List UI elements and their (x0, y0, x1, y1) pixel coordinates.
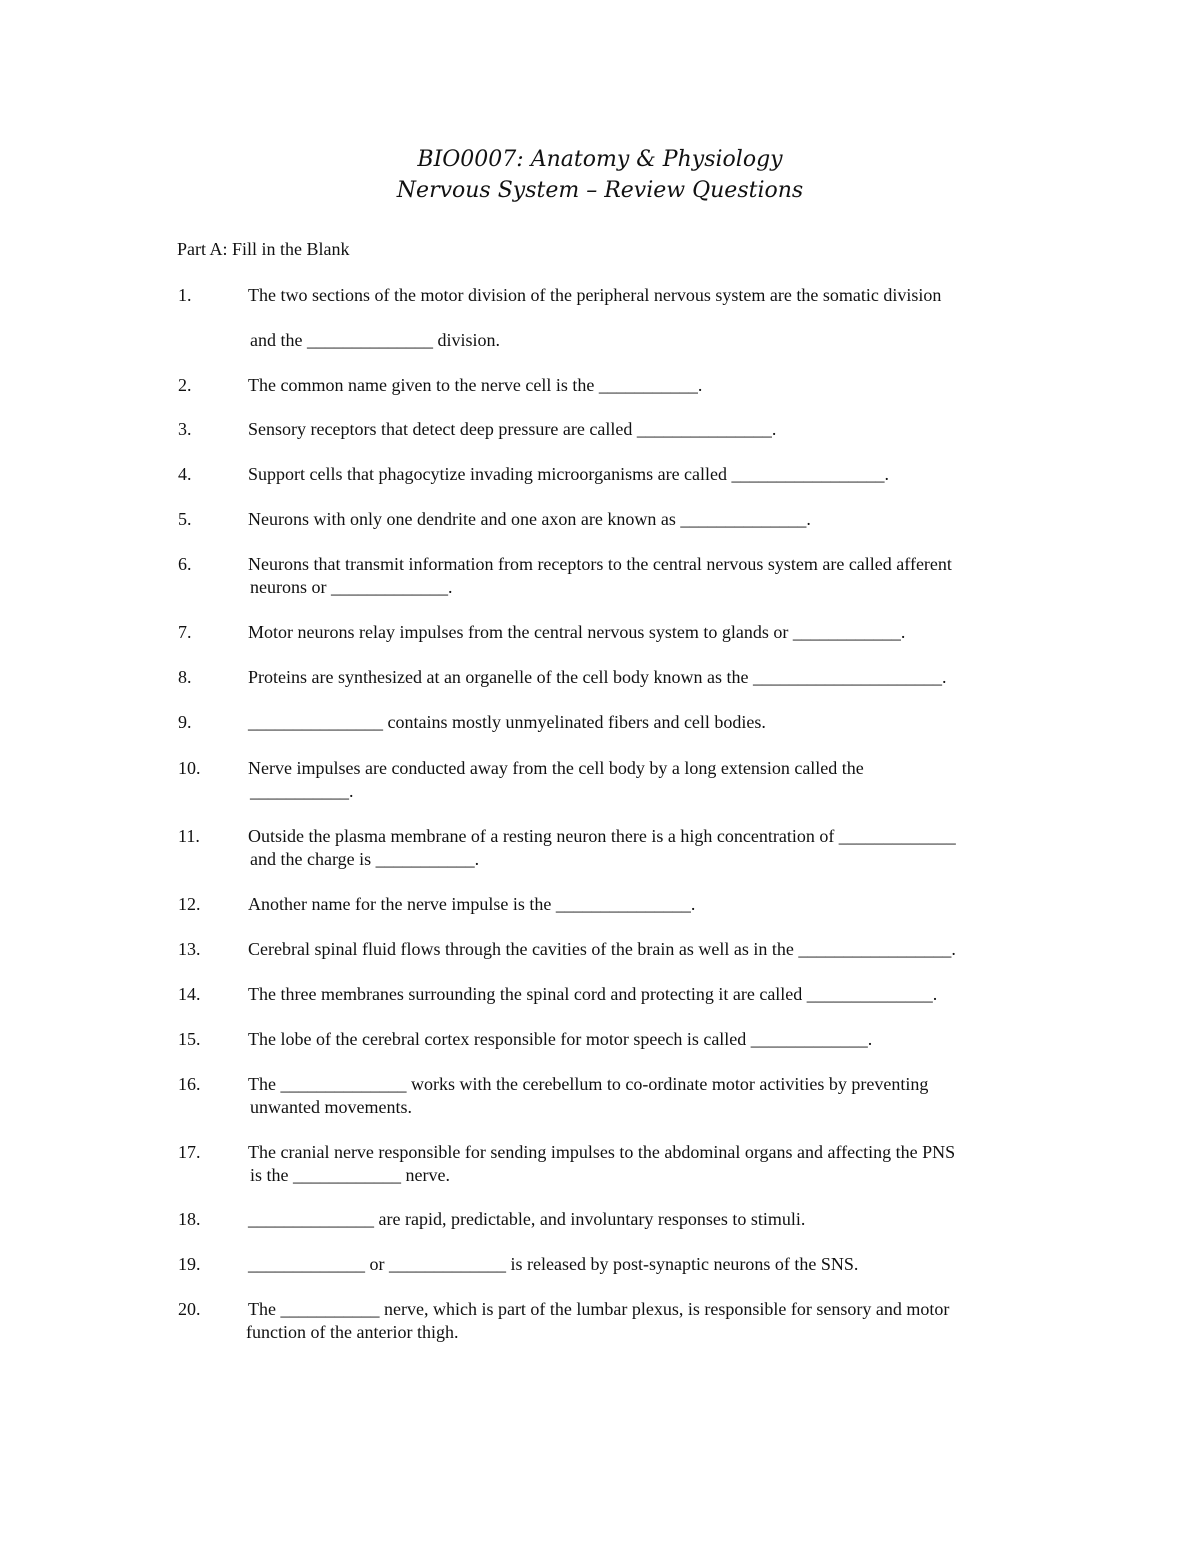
worksheet-title: Nervous System – Review Questions (396, 178, 804, 203)
question-text: The ______________ works with the cerebellum to co-ordinate motor activities by preventing (248, 1074, 929, 1094)
question-text: _______________ contains mostly unmyelinated fibers and cell bodies. (248, 712, 766, 732)
question-text: The lobe of the cerebral cortex responsible for motor speech is called _____________. (248, 1029, 873, 1049)
question-number: 11. (178, 826, 200, 846)
question-number: 4. (178, 464, 192, 484)
question-text: Nerve impulses are conducted away from the cell body by a long extension called the (248, 758, 864, 778)
question-text: _____________ or _____________ is released by post-synaptic neurons of the SNS. (248, 1254, 859, 1274)
question-text-continued: function of the anterior thigh. (246, 1322, 459, 1342)
question-number: 9. (178, 712, 192, 732)
question-number: 13. (178, 939, 201, 959)
question-number: 8. (178, 667, 192, 687)
question-text-continued: and the charge is ___________. (250, 849, 480, 869)
question-text-continued: unwanted movements. (250, 1097, 412, 1117)
question-text-continued: is the ____________ nerve. (250, 1165, 450, 1185)
question-text: The ___________ nerve, which is part of the lumbar plexus, is responsible for sensory and motor (248, 1299, 950, 1319)
question-number: 7. (178, 622, 192, 642)
question-text: Another name for the nerve impulse is the _______________. (248, 894, 696, 914)
question-number: 15. (178, 1029, 201, 1049)
question-text: Neurons with only one dendrite and one axon are known as ______________. (248, 509, 811, 529)
course-title: BIO0007: Anatomy & Physiology (417, 147, 783, 172)
question-number: 17. (178, 1142, 201, 1162)
question-text: The common name given to the nerve cell is the ___________. (248, 375, 703, 395)
question-text: Outside the plasma membrane of a resting neuron there is a high concentration of _____________ (248, 826, 956, 846)
question-number: 6. (178, 554, 192, 574)
question-text: The two sections of the motor division of the peripheral nervous system are the somatic division (248, 285, 942, 305)
question-text: Neurons that transmit information from receptors to the central nervous system are called afferent (248, 554, 952, 574)
question-text: The three membranes surrounding the spinal cord and protecting it are called ______________. (248, 984, 938, 1004)
question-number: 20. (178, 1299, 201, 1319)
question-number: 5. (178, 509, 192, 529)
question-number: 1. (178, 285, 192, 305)
question-text: ______________ are rapid, predictable, and involuntary responses to stimuli. (248, 1209, 806, 1229)
question-number: 16. (178, 1074, 201, 1094)
question-text: Sensory receptors that detect deep pressure are called _______________. (248, 419, 777, 439)
question-number: 14. (178, 984, 201, 1004)
question-number: 3. (178, 419, 192, 439)
question-number: 12. (178, 894, 201, 914)
question-text: Motor neurons relay impulses from the central nervous system to glands or ____________. (248, 622, 906, 642)
question-text: Support cells that phagocytize invading microorganisms are called _________________. (248, 464, 890, 484)
question-number: 18. (178, 1209, 201, 1229)
question-text: Proteins are synthesized at an organelle of the cell body known as the _____________________. (248, 667, 947, 687)
question-text: The cranial nerve responsible for sending impulses to the abdominal organs and affecting the PNS (248, 1142, 956, 1162)
question-text: Cerebral spinal fluid flows through the cavities of the brain as well as in the _________________. (248, 939, 956, 959)
section-heading: Part A: Fill in the Blank (177, 239, 350, 259)
question-number: 2. (178, 375, 192, 395)
question-text-continued: neurons or _____________. (250, 577, 453, 597)
question-text-continued: and the ______________ division. (250, 330, 500, 350)
question-text-continued: ___________. (250, 781, 354, 801)
question-number: 19. (178, 1254, 201, 1274)
question-number: 10. (178, 758, 201, 778)
